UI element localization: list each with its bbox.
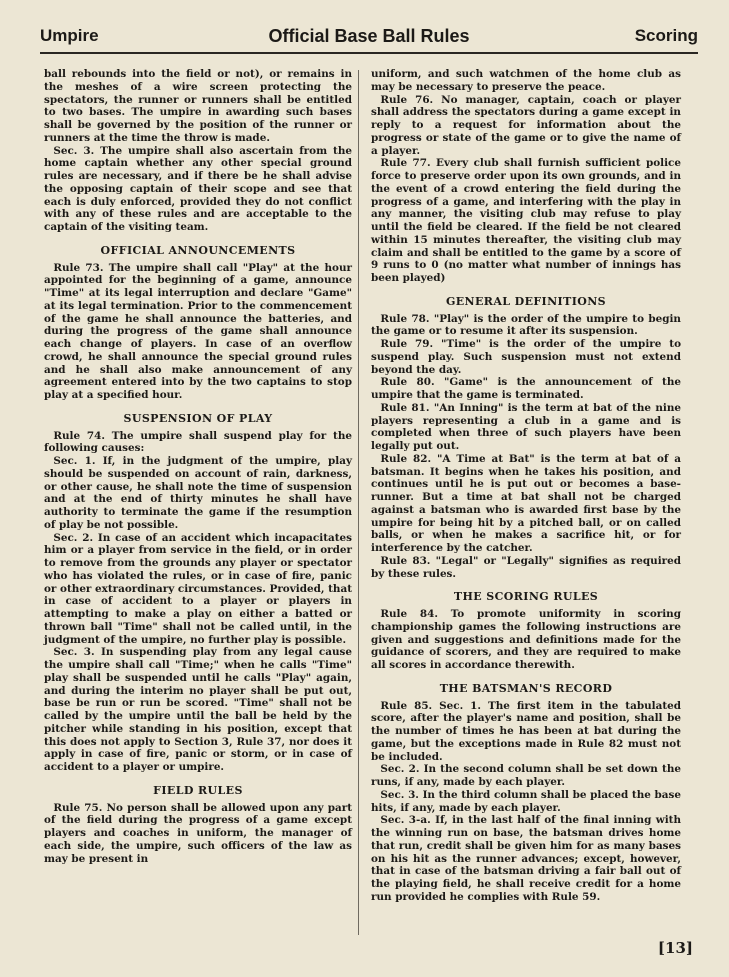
paragraph: ball rebounds into the field or not), or remains in the meshes of a wire screen protecting the spectators, the runner or runners shall be entitled to two bases. The umpire in awarding such bases shall be governed by the position of the runner or runners at the time the throw is made. [44,68,352,144]
paragraph: Rule 75. No person shall be allowed upon any part of the field during the progress of a game except players and coaches in uniform, the manager of each side, the umpire, such officers of the law as may be present in [44,801,352,865]
paragraph: Sec. 3. The umpire shall also ascertain from the home captain whether any other special ground rules are necessary, and if there be he shall advise the opposing captain of their scope and see that each is duly enforced, provided they do not conflict with any of these rules and are acceptable to the captain of the visiting team. [44,144,352,233]
section-heading-batsmans-record: THE BATSMAN'S RECORD [439,681,613,695]
paragraph: Rule 73. The umpire shall call "Play" at the hour appointed for the beginning of a game, announce "Time" at its legal interruption and declare "Game" at its legal termination. Prior to the commencement of the game he shall announce the batteries, and during the progress of the game shall announce each change of players. In case of an overflow crowd, he shall announce the special ground rules and he shall also make announcement of any agreement entered into by the two captains to stop play at a specified hour. [44,261,352,401]
running-header [40,20,698,54]
paragraph: Rule 82. "A Time at Bat" is the term at bat of a batsman. It begins when he takes his position, and continues until he is put out or becomes a base-runner. But a time at bat shall not be charged against a batsman who is awarded first base by the umpire for being hit by a pitched ball, or on called balls, or when he makes a sacrifice hit, or for interference by the catcher. [371,452,681,554]
paragraph: Rule 74. The umpire shall suspend play for the following causes: [44,429,352,455]
section-heading-scoring-rules: THE SCORING RULES [453,590,599,604]
paragraph: Rule 79. "Time" is the order of the umpire to suspend play. Such suspension must not extend beyond the day. [371,338,681,376]
section-heading-official-announcements: OFFICIAL ANNOUNCEMENTS [100,243,296,257]
paragraph: Sec. 2. In the second column shall be set down the runs, if any, made by each player. [371,763,681,788]
header-left: Umpire [40,26,99,45]
paragraph: Sec. 3-a. If, in the last half of the final inning with the winning run on base, the batsman drives home that run, credit shall be given him for as many bases on his hit as the runner advances; except, however, that in case of the batsman driving a fair ball out of the playing field, he shall receive credit for a home run provided he complies with Rule 59. [371,814,681,903]
header-title: Official Base Ball Rules [268,26,470,46]
section-heading-suspension-of-play: SUSPENSION OF PLAY [123,411,273,425]
section-heading-field-rules: FIELD RULES [153,783,243,797]
page-number: [13] [657,939,693,957]
paragraph: Rule 76. No manager, captain, coach or player shall address the spectators during a game except in reply to a request for information about the progress or state of the game or to give the name of a player. [371,93,681,157]
right-column [371,68,681,904]
paragraph: Rule 83. "Legal" or "Legally" signifies as required by these rules. [371,554,681,580]
paragraph: uniform, and such watchmen of the home club as may be necessary to preserve the peace. [371,68,681,93]
paragraph: Rule 84. To promote uniformity in scoring championship games the following instructions are given and suggestions and definitions made for the guidance of scorers, and they are required to make all scores in accordance therewith. [371,608,681,671]
paragraph: Sec. 2. In case of an accident which incapacitates him or a player from service in the field, or in order to remove from the grounds any player or spectator who has violated the rules, or in case of fire, panic or other extraordinary circumstances. Provided, that in case of accident to a player or players in attempting to make a play on either a batted or thrown ball "Time" shall not be called until, in the judgment of the umpire, no further play is possible. [44,531,352,646]
paragraph: Rule 85. Sec. 1. The first item in the tabulated score, after the player's name and position, shall be the number of times he has been at bat during the game, but the exceptions made in Rule 82 must not be included. [371,699,681,763]
paragraph: Sec. 3. In suspending play from any legal cause the umpire shall call "Time;" when he calls "Time" play shall be suspended until he calls "Play" again, and during the interim no player shall be put out, base be run or run be scored. "Time" shall not be called by the umpire until the ball be held by the pitcher while standing in his position, except that this does not apply to Section 3, Rule 37, nor does it apply in case of fire, panic or storm, or in case of accident to a player or umpire. [44,646,352,773]
left-column [44,68,352,865]
paragraph: Sec. 1. If, in the judgment of the umpire, play should be suspended on account of rain, darkness, or other cause, he shall note the time of suspension and at the end of thirty minutes he shall have authority to terminate the game if the resumption of play be not possible. [44,455,352,531]
section-heading-general-definitions: GENERAL DEFINITIONS [445,294,607,308]
paragraph: Rule 78. "Play" is the order of the umpire to begin the game or to resume it after its suspension. [371,312,681,338]
header-right: Scoring [634,26,698,45]
paragraph: Rule 80. "Game" is the announcement of the umpire that the game is terminated. [371,376,681,401]
paragraph: Rule 77. Every club shall furnish sufficient police force to preserve order upon its own grounds, and in the event of a crowd entering the field during the progress of a game, and interfering with the play in any manner, the visiting club may refuse to play until the field be cleared. If the field be not cleared within 15 minutes thereafter, the visiting club may claim and shall be entitled to the game by a score of 9 runs to 0 (no matter what number of innings has been played) [371,157,681,284]
column-divider [358,70,359,935]
paragraph: Rule 81. "An Inning" is the term at bat of the nine players representing a club in a game and is completed when three of such players have been legally put out. [371,401,681,452]
paragraph: Sec. 3. In the third column shall be placed the base hits, if any, made by each player. [371,788,681,814]
